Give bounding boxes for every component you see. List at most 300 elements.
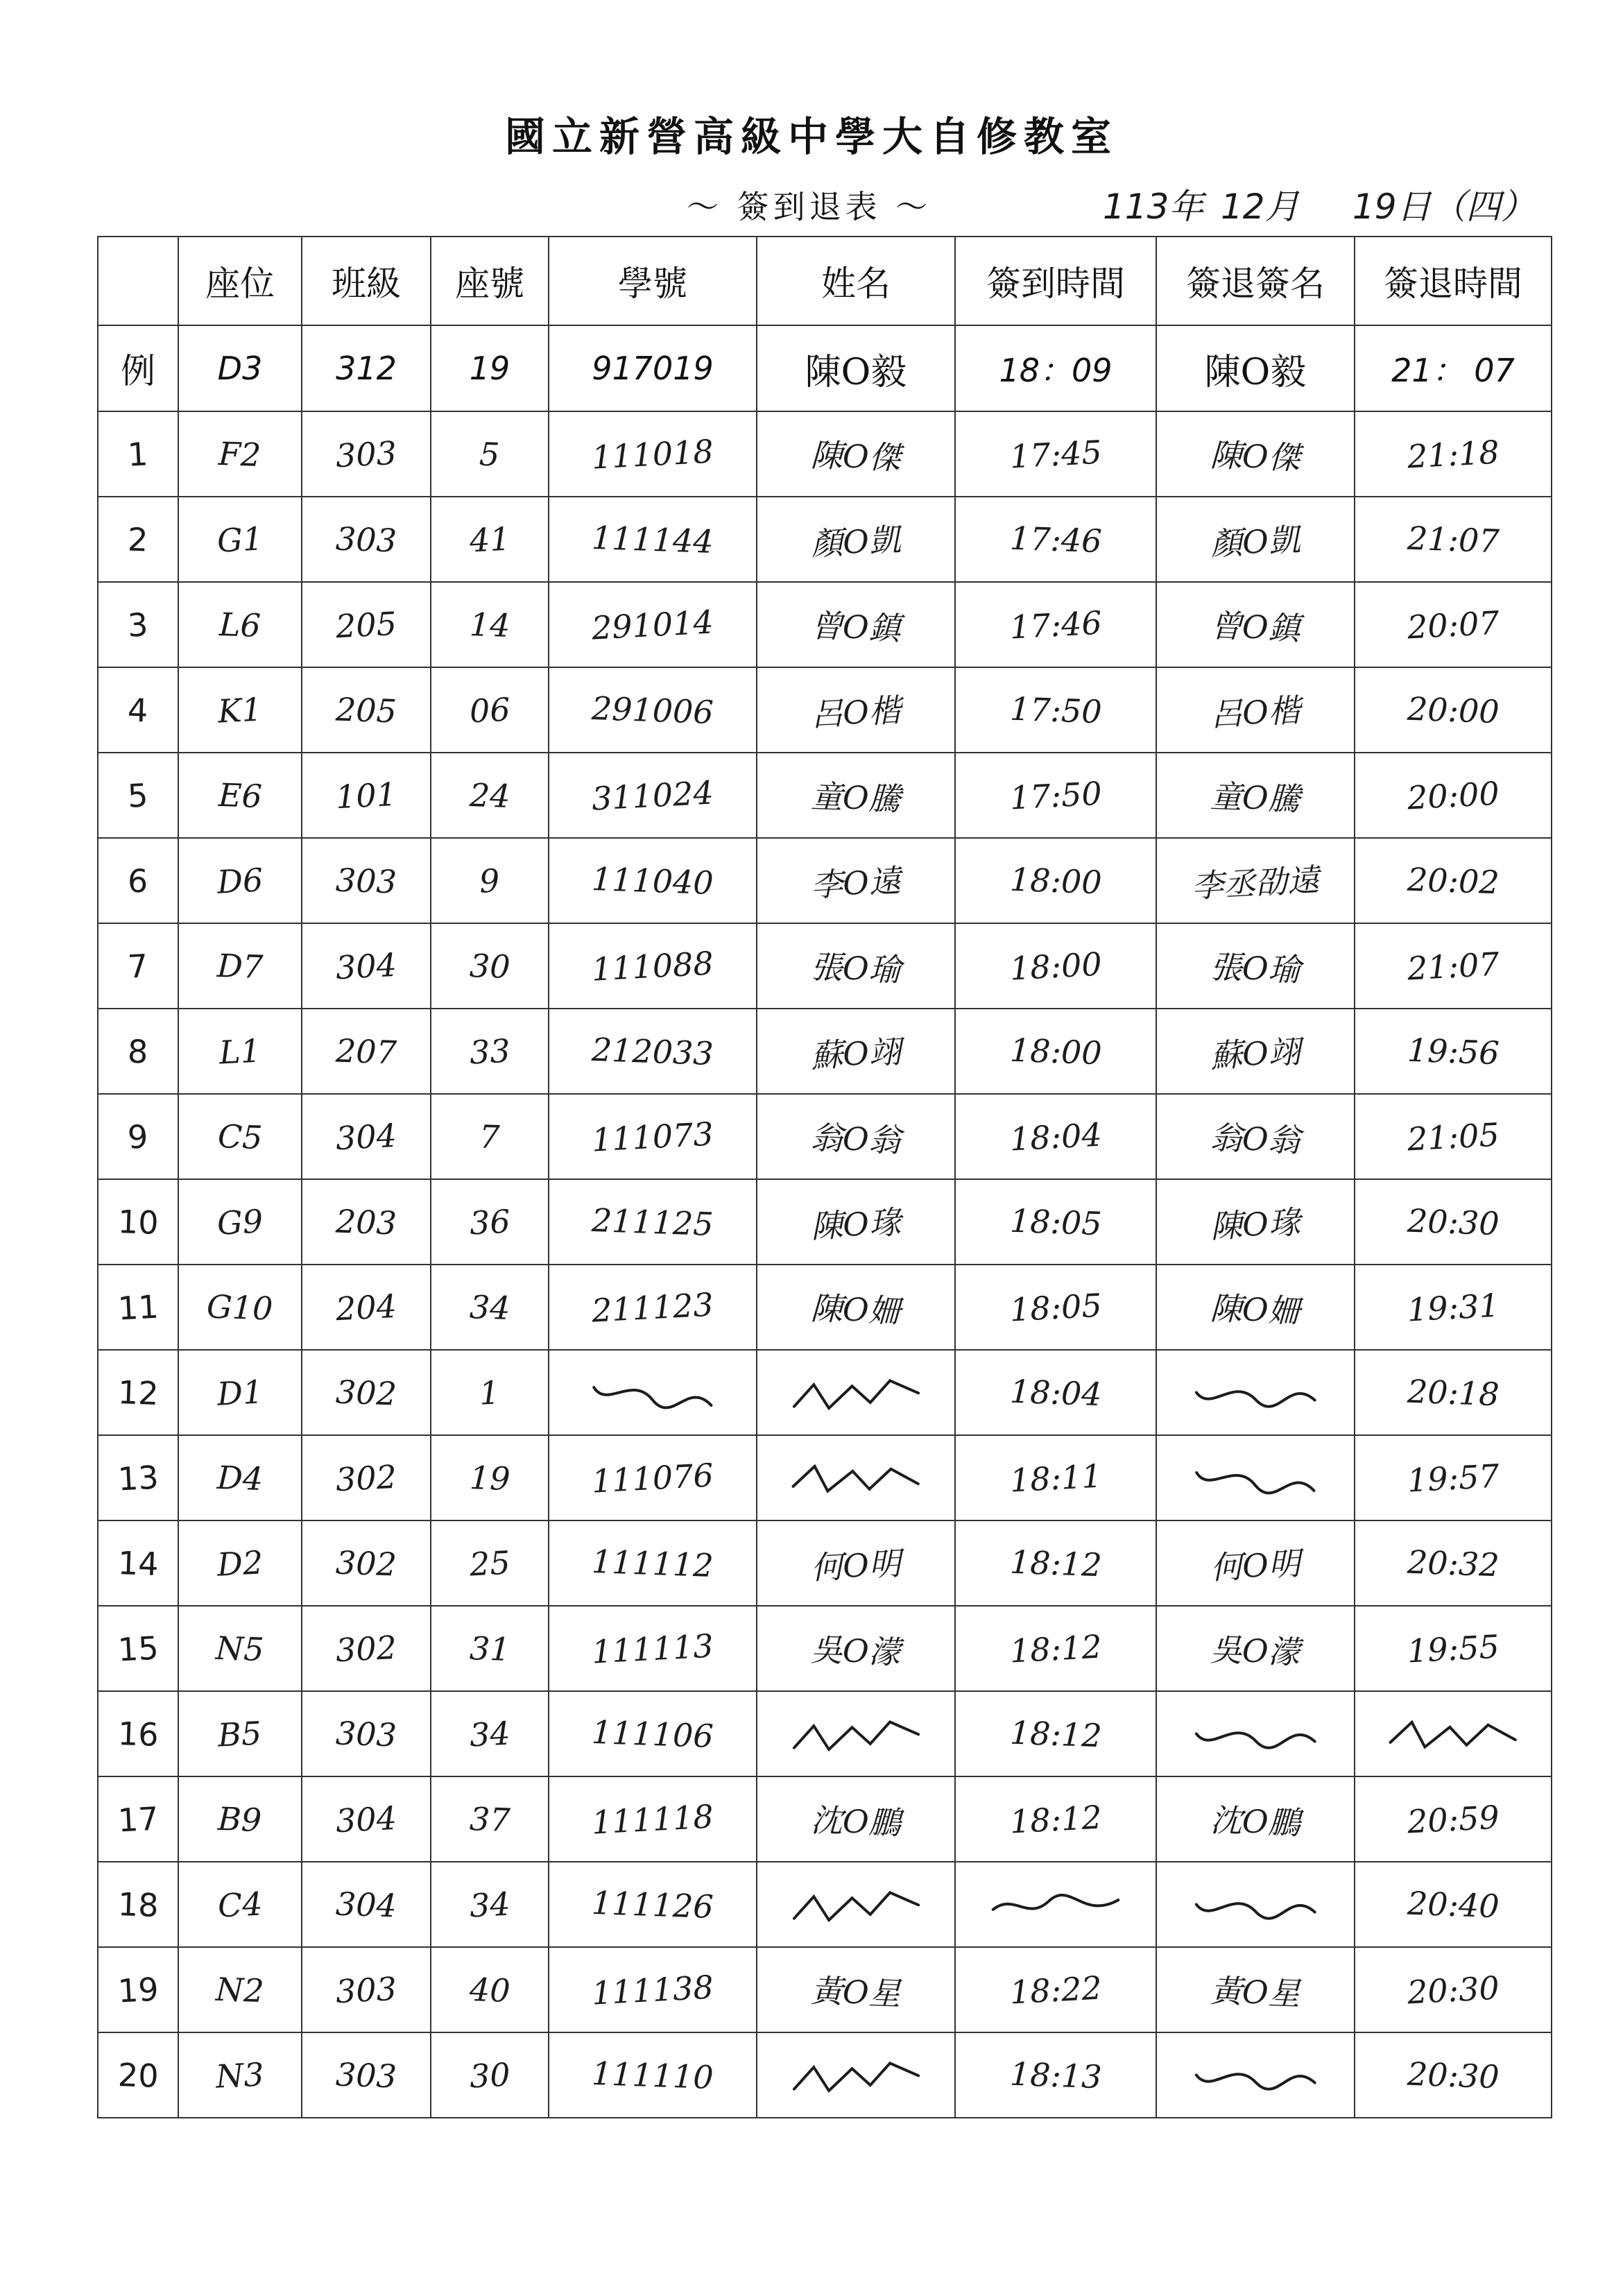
row-sign-out-time-text bbox=[1383, 1707, 1523, 1760]
row-seat-number bbox=[431, 497, 549, 582]
row-sign-in-time-text: 17:46 bbox=[1008, 603, 1103, 646]
row-sign-out-time-text: 21:07 bbox=[1406, 945, 1500, 987]
row-seat bbox=[178, 1009, 302, 1094]
row-name-signature-text: 翁O翁 bbox=[810, 1118, 902, 1159]
row-seat-text: N3 bbox=[214, 2055, 266, 2096]
row-seat-text: D7 bbox=[216, 946, 264, 986]
example-label: 例 bbox=[98, 325, 178, 411]
row-class bbox=[302, 838, 431, 923]
table-row bbox=[98, 753, 1552, 838]
row-number-text: 15 bbox=[117, 1629, 160, 1668]
row-sign-out-signature bbox=[1156, 1776, 1355, 1862]
row-student-id-text: 111040 bbox=[591, 859, 714, 902]
row-sign-out-time-text: 20:00 bbox=[1406, 774, 1500, 816]
row-student-id bbox=[549, 1947, 757, 2032]
table-row bbox=[98, 1862, 1552, 1947]
row-class bbox=[302, 411, 431, 497]
row-student-id bbox=[549, 753, 757, 838]
row-seat-number-text: 37 bbox=[468, 1799, 511, 1839]
row-sign-out-time-text: 20:30 bbox=[1406, 1201, 1500, 1242]
example-name: 陳O毅 bbox=[757, 325, 955, 411]
row-student-id bbox=[549, 2032, 757, 2118]
row-sign-out-time bbox=[1355, 1094, 1552, 1179]
row-sign-out-time-text: 20:30 bbox=[1406, 1969, 1500, 2011]
handwritten-signature-scribble bbox=[785, 1364, 926, 1420]
row-class bbox=[302, 1520, 431, 1606]
row-student-id-text: 111112 bbox=[591, 1542, 714, 1584]
row-class bbox=[302, 1435, 431, 1520]
col-header-seat: 座位 bbox=[178, 237, 302, 325]
row-seat-text: G10 bbox=[206, 1287, 274, 1328]
table-row bbox=[98, 1776, 1552, 1862]
row-number-text: 14 bbox=[117, 1543, 160, 1583]
row-sign-out-signature bbox=[1156, 1265, 1355, 1350]
row-sign-out-signature-text: 李丞劭遠 bbox=[1190, 860, 1321, 905]
row-sign-in-time bbox=[955, 838, 1156, 923]
row-seat-number bbox=[431, 1862, 549, 1947]
row-sign-out-time bbox=[1355, 1776, 1552, 1862]
row-seat-number bbox=[431, 1094, 549, 1179]
row-seat-number-text: 31 bbox=[468, 1629, 511, 1668]
row-sign-out-signature bbox=[1156, 1009, 1355, 1094]
row-sign-out-time-text: 20:40 bbox=[1406, 1884, 1500, 1925]
row-sign-out-time-text: 20:32 bbox=[1406, 1543, 1500, 1584]
row-student-id-text: 111076 bbox=[590, 1455, 715, 1500]
row-number-text: 18 bbox=[117, 1885, 160, 1924]
row-sign-out-time bbox=[1355, 1009, 1552, 1094]
handwritten-signature-scribble bbox=[1185, 1451, 1325, 1505]
row-seat-number bbox=[431, 923, 549, 1009]
row-student-id bbox=[549, 497, 757, 582]
row-sign-out-signature bbox=[1156, 1862, 1355, 1947]
example-seat: D3 bbox=[178, 325, 302, 411]
row-sign-out-signature-text: 沈O鵬 bbox=[1210, 1801, 1301, 1842]
table-row bbox=[98, 1094, 1552, 1179]
row-sign-out-signature-text: 陳O傑 bbox=[1210, 436, 1301, 477]
row-name-signature bbox=[757, 1691, 955, 1776]
table-row bbox=[98, 1350, 1552, 1435]
row-number-text: 9 bbox=[126, 1117, 150, 1156]
row-student-id-text: 111144 bbox=[591, 518, 714, 560]
row-name-signature bbox=[757, 411, 955, 497]
row-sign-out-time-text: 19:31 bbox=[1406, 1286, 1500, 1328]
col-header-number: 座號 bbox=[431, 237, 549, 325]
row-seat bbox=[178, 923, 302, 1009]
example-sign-out-time: 21： 07 bbox=[1355, 325, 1552, 411]
example-row bbox=[98, 325, 1552, 411]
table-row bbox=[98, 1691, 1552, 1776]
row-sign-out-time-text: 21:18 bbox=[1406, 433, 1500, 475]
row-sign-out-time bbox=[1355, 1862, 1552, 1947]
row-seat bbox=[178, 1691, 302, 1776]
row-name-signature-text: 何O明 bbox=[809, 1544, 902, 1586]
row-seat-text: G9 bbox=[216, 1201, 264, 1242]
row-class bbox=[302, 923, 431, 1009]
row-name-signature-text: 呂O楷 bbox=[809, 691, 902, 733]
row-name-signature bbox=[757, 1179, 955, 1265]
row-seat bbox=[178, 2032, 302, 2118]
sheet-subtitle: ～ 簽到退表 ～ bbox=[687, 188, 932, 225]
row-sign-out-time bbox=[1355, 1947, 1552, 2032]
sign-in-table bbox=[97, 236, 1552, 2118]
row-sign-out-time-text: 21:05 bbox=[1406, 1115, 1500, 1158]
row-seat bbox=[178, 582, 302, 667]
row-sign-out-signature-text bbox=[1185, 2047, 1325, 2102]
row-sign-in-time bbox=[955, 1350, 1156, 1435]
row-student-id-text: 111126 bbox=[591, 1883, 714, 1926]
row-class-text: 203 bbox=[335, 1201, 397, 1242]
row-sign-out-signature-text: 顏O凱 bbox=[1209, 520, 1302, 563]
row-class-text: 207 bbox=[335, 1031, 397, 1072]
row-number bbox=[98, 2032, 178, 2118]
col-header-index bbox=[98, 237, 178, 325]
row-student-id-text: 291006 bbox=[591, 689, 714, 731]
row-student-id bbox=[549, 411, 757, 497]
row-name-signature bbox=[757, 582, 955, 667]
row-number bbox=[98, 1862, 178, 1947]
row-sign-out-signature bbox=[1156, 667, 1355, 753]
row-number bbox=[98, 1350, 178, 1435]
row-class-text: 303 bbox=[335, 860, 397, 901]
row-name-signature-text: 陳O瑑 bbox=[809, 1203, 902, 1245]
row-seat-text: L1 bbox=[218, 1031, 262, 1072]
row-seat bbox=[178, 1435, 302, 1520]
row-class bbox=[302, 1265, 431, 1350]
table-row bbox=[98, 1520, 1552, 1606]
row-sign-in-time-text: 18:00 bbox=[1008, 860, 1103, 901]
row-name-signature bbox=[757, 1094, 955, 1179]
row-seat-number-text: 34 bbox=[468, 1714, 511, 1754]
row-sign-out-signature-text bbox=[1185, 1364, 1325, 1420]
row-seat-number-text: 34 bbox=[468, 1287, 511, 1327]
row-student-id-text: 111113 bbox=[590, 1626, 715, 1671]
row-sign-out-time bbox=[1355, 838, 1552, 923]
row-name-signature-text: 沈O鵬 bbox=[810, 1801, 902, 1842]
row-seat-number-text: 19 bbox=[468, 1458, 511, 1498]
row-number-text: 20 bbox=[117, 2055, 160, 2095]
row-student-id-text: 111138 bbox=[590, 1967, 715, 2012]
row-class-text: 304 bbox=[335, 1884, 397, 1925]
row-sign-in-time-text: 18:12 bbox=[1008, 1627, 1103, 1670]
row-sign-out-signature-text: 何O明 bbox=[1209, 1544, 1302, 1586]
row-name-signature-text: 黃O星 bbox=[810, 1971, 902, 2012]
row-seat-text: D6 bbox=[216, 860, 264, 901]
row-sign-out-time bbox=[1355, 1265, 1552, 1350]
row-class bbox=[302, 497, 431, 582]
row-student-id-text: 311024 bbox=[590, 773, 715, 818]
row-student-id-text: 211123 bbox=[590, 1285, 715, 1330]
handwritten-signature-scribble bbox=[986, 1878, 1126, 1931]
row-seat-number bbox=[431, 1350, 549, 1435]
row-sign-in-time bbox=[955, 1009, 1156, 1094]
row-number-text: 2 bbox=[127, 520, 149, 558]
row-seat-number bbox=[431, 1520, 549, 1606]
row-name-signature-text: 張O瑜 bbox=[810, 948, 902, 988]
row-seat-number-text: 30 bbox=[468, 946, 511, 986]
row-sign-out-signature-text: 陳O姍 bbox=[1210, 1289, 1301, 1330]
row-seat bbox=[178, 753, 302, 838]
row-sign-in-time-text: 18:04 bbox=[1008, 1115, 1103, 1158]
row-student-id bbox=[549, 667, 757, 753]
row-sign-out-signature bbox=[1156, 753, 1355, 838]
row-seat bbox=[178, 1947, 302, 2032]
row-name-signature-text bbox=[785, 1706, 926, 1761]
row-sign-out-signature-text: 陳O瑑 bbox=[1209, 1203, 1302, 1245]
row-name-signature bbox=[757, 1265, 955, 1350]
table-row bbox=[98, 2032, 1552, 2118]
col-header-class: 班級 bbox=[302, 237, 431, 325]
date-month: 12月 bbox=[1221, 187, 1300, 227]
row-name-signature-text: 李O遠 bbox=[809, 862, 902, 904]
row-sign-out-signature-text: 翁O翁 bbox=[1210, 1118, 1301, 1159]
row-name-signature bbox=[757, 923, 955, 1009]
row-sign-out-time-text: 20:18 bbox=[1406, 1372, 1500, 1413]
row-number-text: 4 bbox=[127, 691, 149, 729]
row-number bbox=[98, 923, 178, 1009]
row-sign-in-time-text: 18:11 bbox=[1008, 1457, 1103, 1499]
table-row bbox=[98, 1265, 1552, 1350]
row-sign-out-time-text: 20:00 bbox=[1406, 689, 1500, 730]
table-row bbox=[98, 838, 1552, 923]
row-seat-text: D2 bbox=[216, 1543, 264, 1584]
row-student-id bbox=[549, 838, 757, 923]
row-class bbox=[302, 1179, 431, 1265]
row-number-text: 16 bbox=[117, 1714, 160, 1754]
row-sign-out-time bbox=[1355, 923, 1552, 1009]
row-sign-in-time-text: 18:00 bbox=[1008, 1031, 1103, 1072]
row-seat-number-text: 5 bbox=[479, 435, 501, 473]
row-class-text: 302 bbox=[335, 1372, 397, 1413]
row-sign-out-time-text: 21:07 bbox=[1406, 519, 1500, 560]
row-class-text: 303 bbox=[335, 519, 397, 560]
row-sign-out-signature bbox=[1156, 1520, 1355, 1606]
row-number bbox=[98, 411, 178, 497]
row-sign-out-signature bbox=[1156, 1691, 1355, 1776]
row-seat-number bbox=[431, 1179, 549, 1265]
col-header-sign-out-time: 簽退時間 bbox=[1355, 237, 1552, 325]
row-class-text: 302 bbox=[334, 1628, 398, 1669]
row-sign-out-signature bbox=[1156, 497, 1355, 582]
row-class-text: 304 bbox=[334, 1799, 398, 1840]
table-row bbox=[98, 667, 1552, 753]
row-sign-in-time bbox=[955, 1776, 1156, 1862]
row-seat bbox=[178, 411, 302, 497]
row-class bbox=[302, 1691, 431, 1776]
col-header-sign-out-name: 簽退簽名 bbox=[1156, 237, 1355, 325]
row-seat-text: E6 bbox=[217, 776, 263, 815]
table-row bbox=[98, 582, 1552, 667]
row-number bbox=[98, 838, 178, 923]
row-name-signature-text: 吳O濛 bbox=[810, 1630, 902, 1671]
row-sign-in-time-text: 18:12 bbox=[1008, 1543, 1103, 1584]
row-class-text: 205 bbox=[335, 689, 397, 730]
row-seat-number-text: 36 bbox=[468, 1202, 511, 1242]
row-sign-in-time-text: 18:13 bbox=[1008, 2055, 1103, 2096]
row-seat-number-text: 06 bbox=[468, 690, 511, 730]
row-number-text: 3 bbox=[126, 605, 150, 644]
row-sign-out-signature bbox=[1156, 411, 1355, 497]
row-sign-out-signature bbox=[1156, 1435, 1355, 1520]
row-number-text: 10 bbox=[117, 1202, 160, 1242]
row-sign-out-signature bbox=[1156, 1094, 1355, 1179]
handwritten-signature-scribble bbox=[1185, 1706, 1325, 1761]
handwritten-signature-scribble bbox=[1185, 1876, 1325, 1932]
row-class-text: 304 bbox=[334, 1116, 398, 1157]
row-name-signature bbox=[757, 1862, 955, 1947]
row-name-signature bbox=[757, 1520, 955, 1606]
row-student-id bbox=[549, 1862, 757, 1947]
row-sign-in-time bbox=[955, 1265, 1156, 1350]
row-sign-in-time-text: 18:05 bbox=[1008, 1286, 1103, 1328]
row-number bbox=[98, 1947, 178, 2032]
row-sign-in-time bbox=[955, 582, 1156, 667]
table-row bbox=[98, 1947, 1552, 2032]
row-student-id-text: 111073 bbox=[590, 1114, 715, 1159]
row-seat-number-text: 34 bbox=[468, 1885, 511, 1924]
row-seat-number bbox=[431, 1435, 549, 1520]
row-sign-out-time bbox=[1355, 667, 1552, 753]
row-number bbox=[98, 1009, 178, 1094]
row-class-text: 205 bbox=[334, 604, 398, 645]
row-class bbox=[302, 1862, 431, 1947]
row-sign-out-signature-text bbox=[1185, 1706, 1325, 1761]
row-name-signature bbox=[757, 2032, 955, 2118]
row-class-text: 303 bbox=[335, 1713, 397, 1754]
row-sign-in-time bbox=[955, 753, 1156, 838]
row-number bbox=[98, 1520, 178, 1606]
header-row bbox=[98, 237, 1552, 325]
row-number-text: 5 bbox=[126, 776, 150, 815]
row-sign-out-signature-text: 蘇O翊 bbox=[1209, 1032, 1302, 1074]
row-class bbox=[302, 1094, 431, 1179]
row-name-signature-text bbox=[785, 2047, 926, 2102]
row-sign-out-time bbox=[1355, 411, 1552, 497]
row-seat-text: G1 bbox=[216, 519, 264, 560]
row-sign-in-time-text: 18:00 bbox=[1008, 945, 1103, 987]
row-class-text: 302 bbox=[335, 1543, 397, 1584]
row-sign-in-time-text: 17:50 bbox=[1008, 689, 1103, 730]
row-number bbox=[98, 753, 178, 838]
row-student-id bbox=[549, 1435, 757, 1520]
row-class-text: 304 bbox=[334, 945, 398, 986]
row-sign-out-signature bbox=[1156, 1179, 1355, 1265]
row-class-text: 303 bbox=[334, 434, 398, 474]
row-student-id bbox=[549, 1691, 757, 1776]
row-name-signature bbox=[757, 667, 955, 753]
row-seat-number bbox=[431, 582, 549, 667]
handwritten-signature-scribble bbox=[785, 2047, 926, 2102]
row-sign-out-signature-text: 黃O星 bbox=[1210, 1971, 1301, 2012]
row-class bbox=[302, 2032, 431, 2118]
row-sign-out-signature bbox=[1156, 1350, 1355, 1435]
row-seat-number bbox=[431, 1009, 549, 1094]
handwritten-signature-scribble bbox=[1383, 1707, 1523, 1760]
row-sign-in-time bbox=[955, 1094, 1156, 1179]
row-seat-text: D4 bbox=[216, 1458, 264, 1498]
row-seat-number bbox=[431, 1606, 549, 1691]
row-number-text: 12 bbox=[117, 1373, 160, 1412]
row-sign-in-time-text: 17:46 bbox=[1008, 519, 1103, 560]
row-sign-out-signature-text bbox=[1185, 1451, 1325, 1505]
row-sign-in-time bbox=[955, 1862, 1156, 1947]
row-sign-out-signature bbox=[1156, 838, 1355, 923]
row-number-text: 19 bbox=[117, 1970, 160, 2010]
row-sign-in-time bbox=[955, 411, 1156, 497]
row-sign-in-time bbox=[955, 1606, 1156, 1691]
row-sign-in-time bbox=[955, 497, 1156, 582]
row-student-id-text: 111018 bbox=[590, 431, 715, 477]
row-class-text: 204 bbox=[334, 1287, 398, 1328]
example-sign-out-name: 陳O毅 bbox=[1156, 325, 1355, 411]
row-sign-in-time bbox=[955, 667, 1156, 753]
row-sign-in-time bbox=[955, 1435, 1156, 1520]
row-seat-number-text: 41 bbox=[468, 520, 511, 559]
row-seat-number-text: 9 bbox=[478, 861, 501, 900]
row-student-id bbox=[549, 1009, 757, 1094]
col-header-sign-in-time: 簽到時間 bbox=[955, 237, 1156, 325]
row-seat-number bbox=[431, 1265, 549, 1350]
handwritten-signature-scribble bbox=[785, 1876, 926, 1932]
row-student-id-text: 291014 bbox=[590, 602, 715, 647]
table-row bbox=[98, 1009, 1552, 1094]
sheet-title: 國立新營高級中學大自修教室 bbox=[504, 113, 1118, 160]
row-name-signature-text bbox=[785, 1876, 926, 1932]
col-header-student-id: 學號 bbox=[549, 237, 757, 325]
row-class-text: 303 bbox=[335, 2055, 397, 2096]
row-sign-out-signature-text: 童O騰 bbox=[1210, 777, 1301, 818]
row-student-id bbox=[549, 582, 757, 667]
row-number bbox=[98, 1776, 178, 1862]
row-student-id-text: 111118 bbox=[590, 1797, 715, 1842]
row-name-signature bbox=[757, 1435, 955, 1520]
row-seat-number-text: 24 bbox=[468, 776, 511, 815]
row-sign-out-signature bbox=[1156, 582, 1355, 667]
row-sign-in-time bbox=[955, 1520, 1156, 1606]
row-sign-out-time bbox=[1355, 1606, 1552, 1691]
row-sign-in-time-text bbox=[986, 1878, 1126, 1931]
row-seat bbox=[178, 667, 302, 753]
row-seat bbox=[178, 1862, 302, 1947]
row-name-signature-text: 顏O凱 bbox=[809, 520, 902, 563]
row-number-text: 8 bbox=[127, 1032, 149, 1070]
row-seat-number bbox=[431, 411, 549, 497]
row-sign-out-signature bbox=[1156, 1606, 1355, 1691]
row-student-id-text: 111110 bbox=[591, 2054, 714, 2096]
row-sign-out-time-text: 20:59 bbox=[1406, 1798, 1500, 1840]
row-seat-text: K1 bbox=[216, 689, 264, 730]
row-number-text: 6 bbox=[127, 862, 149, 900]
row-student-id bbox=[549, 1265, 757, 1350]
row-sign-out-time-text: 19:56 bbox=[1406, 1031, 1500, 1072]
row-number-text: 13 bbox=[117, 1458, 160, 1498]
row-student-id bbox=[549, 1520, 757, 1606]
handwritten-signature-scribble bbox=[1185, 1364, 1325, 1420]
row-seat-number-text: 33 bbox=[468, 1031, 511, 1071]
row-sign-out-time bbox=[1355, 497, 1552, 582]
row-student-id bbox=[549, 1606, 757, 1691]
row-student-id-text: 111088 bbox=[590, 943, 715, 988]
row-sign-out-time bbox=[1355, 1520, 1552, 1606]
row-sign-in-time bbox=[955, 1691, 1156, 1776]
table-row bbox=[98, 1606, 1552, 1691]
row-name-signature-text: 童O騰 bbox=[810, 777, 902, 818]
row-class-text: 303 bbox=[334, 1969, 398, 2010]
handwritten-signature-scribble bbox=[583, 1366, 723, 1419]
example-student-id: 917019 bbox=[549, 325, 757, 411]
row-sign-in-time bbox=[955, 2032, 1156, 2118]
row-sign-in-time-text: 17:45 bbox=[1008, 433, 1103, 475]
row-name-signature bbox=[757, 838, 955, 923]
